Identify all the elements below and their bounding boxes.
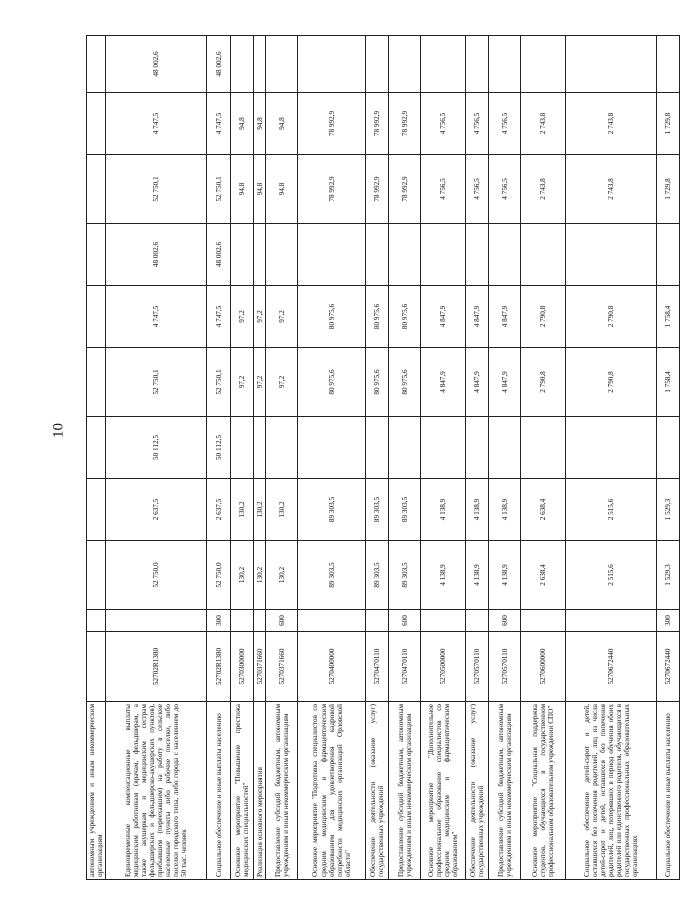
amount-cell bbox=[421, 417, 466, 479]
amount-cell bbox=[87, 417, 106, 479]
target-code-cell: 52702R1380 bbox=[106, 632, 207, 702]
amount-cell: 4 138,9 bbox=[421, 541, 466, 610]
amount-cell: 2 743,8 bbox=[521, 155, 566, 224]
amount-cell: 89 303,5 bbox=[389, 479, 421, 541]
row-name-cell: Предоставление субсидий бюджетным, автономным учреждениям и иным некоммерческим организациям bbox=[489, 702, 521, 880]
amount-cell: 130,2 bbox=[254, 541, 266, 610]
target-code-cell: 5270600000 bbox=[521, 632, 566, 702]
amount-cell bbox=[657, 224, 680, 286]
target-code-cell: 52702R1380 bbox=[207, 632, 231, 702]
amount-cell: 78 992,9 bbox=[298, 93, 366, 155]
amount-cell: 48 002,6 bbox=[106, 36, 207, 93]
amount-cell: 4 756,5 bbox=[489, 93, 521, 155]
amount-cell: 4 756,5 bbox=[466, 155, 489, 224]
table-body bbox=[87, 36, 680, 880]
amount-cell: 94,8 bbox=[254, 93, 266, 155]
amount-cell bbox=[566, 417, 657, 479]
target-code-cell: 5270570110 bbox=[489, 632, 521, 702]
amount-cell: 2 637,5 bbox=[207, 479, 231, 541]
target-code-cell: 5270570110 bbox=[466, 632, 489, 702]
target-code-cell: 5270672440 bbox=[657, 632, 680, 702]
row-name-cell: Основное мероприятие "Дополнительное профессиональное образование специалистов со средним медицинским и фармацевтическим образованием" bbox=[421, 702, 466, 880]
amount-cell: 78 992,9 bbox=[389, 155, 421, 224]
amount-cell bbox=[231, 224, 254, 286]
amount-cell: 89 303,5 bbox=[298, 541, 366, 610]
table-row bbox=[366, 36, 389, 880]
amount-cell: 2 638,4 bbox=[521, 541, 566, 610]
amount-cell: 48 002,6 bbox=[207, 36, 231, 93]
amount-cell: 2 743,8 bbox=[566, 93, 657, 155]
rotated-table-container bbox=[86, 36, 673, 880]
expense-type-cell: 600 bbox=[266, 610, 298, 632]
amount-cell bbox=[566, 224, 657, 286]
amount-cell: 4 847,9 bbox=[421, 286, 466, 348]
amount-cell: 94,8 bbox=[254, 155, 266, 224]
amount-cell bbox=[266, 224, 298, 286]
amount-cell bbox=[566, 36, 657, 93]
amount-cell: 2 790,8 bbox=[566, 348, 657, 417]
amount-cell: 4 747,5 bbox=[207, 286, 231, 348]
amount-cell: 4 138,9 bbox=[466, 479, 489, 541]
amount-cell: 4 747,5 bbox=[106, 286, 207, 348]
amount-cell: 130,2 bbox=[266, 541, 298, 610]
amount-cell: 2 743,8 bbox=[566, 155, 657, 224]
row-name-cell: Социальное обеспечение и иные выплаты населению bbox=[657, 702, 680, 880]
amount-cell bbox=[489, 36, 521, 93]
amount-cell bbox=[298, 36, 366, 93]
page-number: 10 bbox=[50, 423, 67, 438]
amount-cell bbox=[489, 417, 521, 479]
table-row bbox=[106, 36, 207, 880]
amount-cell bbox=[298, 417, 366, 479]
amount-cell: 4 138,9 bbox=[421, 479, 466, 541]
amount-cell bbox=[298, 224, 366, 286]
amount-cell bbox=[421, 36, 466, 93]
amount-cell: 97,2 bbox=[231, 348, 254, 417]
amount-cell bbox=[521, 36, 566, 93]
amount-cell: 89 303,5 bbox=[366, 479, 389, 541]
target-code-cell: 5270470110 bbox=[366, 632, 389, 702]
amount-cell bbox=[87, 224, 106, 286]
amount-cell: 1 729,8 bbox=[657, 93, 680, 155]
table-row bbox=[566, 36, 657, 880]
amount-cell bbox=[231, 417, 254, 479]
amount-cell bbox=[87, 541, 106, 610]
row-name-cell: Обеспечение деятельности (оказание услуг) государственных учреждений bbox=[366, 702, 389, 880]
amount-cell: 4 847,9 bbox=[466, 286, 489, 348]
expense-type-cell: 300 bbox=[207, 610, 231, 632]
amount-cell: 52 750,1 bbox=[106, 348, 207, 417]
table-row bbox=[421, 36, 466, 880]
amount-cell: 4 756,5 bbox=[489, 155, 521, 224]
amount-cell bbox=[389, 36, 421, 93]
amount-cell bbox=[366, 36, 389, 93]
amount-cell: 4 756,5 bbox=[421, 93, 466, 155]
amount-cell bbox=[266, 417, 298, 479]
amount-cell: 94,8 bbox=[231, 155, 254, 224]
expense-type-cell bbox=[466, 610, 489, 632]
amount-cell: 78 992,9 bbox=[298, 155, 366, 224]
amount-cell: 4 756,5 bbox=[421, 155, 466, 224]
amount-cell: 4 747,5 bbox=[106, 93, 207, 155]
amount-cell: 4 747,5 bbox=[207, 93, 231, 155]
expense-type-cell bbox=[521, 610, 566, 632]
row-name-cell: автономным учреждениям и иным некоммерческим организациям bbox=[87, 702, 106, 880]
amount-cell bbox=[87, 286, 106, 348]
expense-type-cell bbox=[106, 610, 207, 632]
amount-cell bbox=[87, 348, 106, 417]
amount-cell: 2 515,6 bbox=[566, 541, 657, 610]
amount-cell bbox=[231, 36, 254, 93]
amount-cell: 50 112,5 bbox=[106, 417, 207, 479]
target-code-cell: 5270470110 bbox=[389, 632, 421, 702]
amount-cell: 4 847,9 bbox=[421, 348, 466, 417]
table-row bbox=[298, 36, 366, 880]
target-code-cell: 5270500000 bbox=[421, 632, 466, 702]
amount-cell bbox=[489, 224, 521, 286]
table-row bbox=[266, 36, 298, 880]
amount-cell bbox=[87, 36, 106, 93]
amount-cell: 1 729,8 bbox=[657, 155, 680, 224]
amount-cell: 1 529,3 bbox=[657, 541, 680, 610]
amount-cell bbox=[657, 36, 680, 93]
table-row bbox=[466, 36, 489, 880]
target-code-cell: 5270672440 bbox=[566, 632, 657, 702]
expense-type-cell bbox=[366, 610, 389, 632]
amount-cell: 1 529,3 bbox=[657, 479, 680, 541]
amount-cell bbox=[366, 224, 389, 286]
expense-type-cell: 600 bbox=[489, 610, 521, 632]
amount-cell bbox=[389, 417, 421, 479]
table-row bbox=[521, 36, 566, 880]
amount-cell: 4 138,9 bbox=[466, 541, 489, 610]
target-code-cell: 5270371660 bbox=[254, 632, 266, 702]
amount-cell bbox=[366, 417, 389, 479]
target-code-cell: 5270371660 bbox=[266, 632, 298, 702]
target-code-cell: 5270300000 bbox=[231, 632, 254, 702]
amount-cell: 80 975,6 bbox=[298, 286, 366, 348]
amount-cell: 97,2 bbox=[254, 286, 266, 348]
amount-cell: 4 847,9 bbox=[489, 286, 521, 348]
amount-cell: 4 138,9 bbox=[489, 479, 521, 541]
amount-cell: 78 992,9 bbox=[389, 93, 421, 155]
row-name-cell: Предоставление субсидий бюджетным, автономным учреждениям и иным некоммерческим организациям bbox=[389, 702, 421, 880]
amount-cell bbox=[466, 417, 489, 479]
expense-type-cell bbox=[254, 610, 266, 632]
expense-type-cell bbox=[298, 610, 366, 632]
row-name-cell: Социальное обеспечение и иные выплаты населению bbox=[207, 702, 231, 880]
target-code-cell: 5270400000 bbox=[298, 632, 366, 702]
amount-cell: 78 992,9 bbox=[366, 155, 389, 224]
amount-cell bbox=[389, 224, 421, 286]
amount-cell: 80 975,6 bbox=[298, 348, 366, 417]
amount-cell: 89 303,5 bbox=[366, 541, 389, 610]
amount-cell bbox=[266, 36, 298, 93]
amount-cell bbox=[254, 36, 266, 93]
amount-cell: 94,8 bbox=[266, 155, 298, 224]
amount-cell: 80 975,6 bbox=[366, 348, 389, 417]
amount-cell: 2 515,6 bbox=[566, 479, 657, 541]
target-code-cell bbox=[87, 632, 106, 702]
amount-cell: 4 847,9 bbox=[466, 348, 489, 417]
expense-type-cell bbox=[566, 610, 657, 632]
amount-cell: 130,2 bbox=[266, 479, 298, 541]
amount-cell bbox=[87, 93, 106, 155]
amount-cell: 130,2 bbox=[231, 479, 254, 541]
table-row bbox=[231, 36, 254, 880]
amount-cell bbox=[466, 224, 489, 286]
amount-cell bbox=[657, 417, 680, 479]
amount-cell: 97,2 bbox=[266, 348, 298, 417]
amount-cell: 4 138,9 bbox=[489, 541, 521, 610]
amount-cell: 2 743,8 bbox=[521, 93, 566, 155]
amount-cell: 4 847,9 bbox=[489, 348, 521, 417]
amount-cell bbox=[254, 417, 266, 479]
amount-cell: 97,2 bbox=[254, 348, 266, 417]
amount-cell bbox=[521, 417, 566, 479]
row-name-cell: Основное мероприятие "Повышение престижа медицинских специальностей" bbox=[231, 702, 254, 880]
amount-cell: 1 758,4 bbox=[657, 286, 680, 348]
amount-cell: 80 975,6 bbox=[389, 348, 421, 417]
expense-type-cell bbox=[87, 610, 106, 632]
row-name-cell: Обеспечение деятельности (оказание услуг) государственных учреждений bbox=[466, 702, 489, 880]
amount-cell: 48 002,6 bbox=[207, 224, 231, 286]
amount-cell: 89 303,5 bbox=[389, 541, 421, 610]
amount-cell: 97,2 bbox=[231, 286, 254, 348]
amount-cell: 130,2 bbox=[254, 479, 266, 541]
amount-cell: 130,2 bbox=[231, 541, 254, 610]
amount-cell: 50 112,5 bbox=[207, 417, 231, 479]
amount-cell: 52 750,0 bbox=[207, 541, 231, 610]
amount-cell: 1 758,4 bbox=[657, 348, 680, 417]
expense-type-cell bbox=[421, 610, 466, 632]
amount-cell bbox=[466, 36, 489, 93]
row-name-cell: Реализация основного мероприятия bbox=[254, 702, 266, 880]
row-name-cell: Социальное обеспечение детей-сирот и детей, оставшихся без попечения родителей, лиц из числа детей-сирот и детей, оставшихся без попечения родителей, лиц, потерявших в период обучения обоих родителей или единственного родителя, обучающихся в государственных профессиональных образовательных организациях bbox=[566, 702, 657, 880]
table-row bbox=[207, 36, 231, 880]
amount-cell bbox=[421, 224, 466, 286]
table-row bbox=[87, 36, 106, 880]
amount-cell: 2 638,4 bbox=[521, 479, 566, 541]
amount-cell: 48 002,6 bbox=[106, 224, 207, 286]
amount-cell: 2 637,5 bbox=[106, 479, 207, 541]
table-row bbox=[657, 36, 680, 880]
row-name-cell: Основное мероприятие "Социальная поддержка студентов, обучающихся в государственном профессиональном образовательном учреждении СПО" bbox=[521, 702, 566, 880]
amount-cell: 2 790,8 bbox=[521, 348, 566, 417]
amount-cell bbox=[521, 224, 566, 286]
expense-type-cell: 300 bbox=[657, 610, 680, 632]
amount-cell: 4 756,5 bbox=[466, 93, 489, 155]
amount-cell bbox=[254, 224, 266, 286]
amount-cell: 94,8 bbox=[266, 93, 298, 155]
row-name-cell: Предоставление субсидий бюджетным, автономным учреждениям и иным некоммерческим организациям bbox=[266, 702, 298, 880]
amount-cell: 2 790,8 bbox=[521, 286, 566, 348]
amount-cell bbox=[87, 479, 106, 541]
expense-type-cell: 600 bbox=[389, 610, 421, 632]
amount-cell: 94,8 bbox=[231, 93, 254, 155]
amount-cell: 52 750,1 bbox=[207, 155, 231, 224]
amount-cell: 52 750,1 bbox=[106, 155, 207, 224]
row-name-cell: Единовременные компенсационные выплаты медицинским работникам (врачам, фельдшерам, а также акушеркам и медицинским сестрам фельдшерских и фельдшерско-акушерских пунктов), прибывшим (переехавшим) на работу в сельские населенные пункты либо рабочие поселки, либо поселки городского типа, либо города с населением до 50 тыс. человек bbox=[106, 702, 207, 880]
amount-cell: 97,2 bbox=[266, 286, 298, 348]
budget-table bbox=[86, 35, 680, 880]
table-row bbox=[254, 36, 266, 880]
row-name-cell: Основное мероприятие "Подготовка специалистов со средним медицинским и фармацевтическим образованием для удовлетворения кадровой потребности медицинских организаций Орловской области" bbox=[298, 702, 366, 880]
amount-cell: 80 975,6 bbox=[389, 286, 421, 348]
table-row bbox=[489, 36, 521, 880]
amount-cell: 52 750,1 bbox=[207, 348, 231, 417]
amount-cell: 2 790,8 bbox=[566, 286, 657, 348]
amount-cell: 78 992,9 bbox=[366, 93, 389, 155]
amount-cell bbox=[87, 155, 106, 224]
amount-cell: 80 975,6 bbox=[366, 286, 389, 348]
table-row bbox=[389, 36, 421, 880]
expense-type-cell bbox=[231, 610, 254, 632]
amount-cell: 52 750,0 bbox=[106, 541, 207, 610]
amount-cell: 89 303,5 bbox=[298, 479, 366, 541]
